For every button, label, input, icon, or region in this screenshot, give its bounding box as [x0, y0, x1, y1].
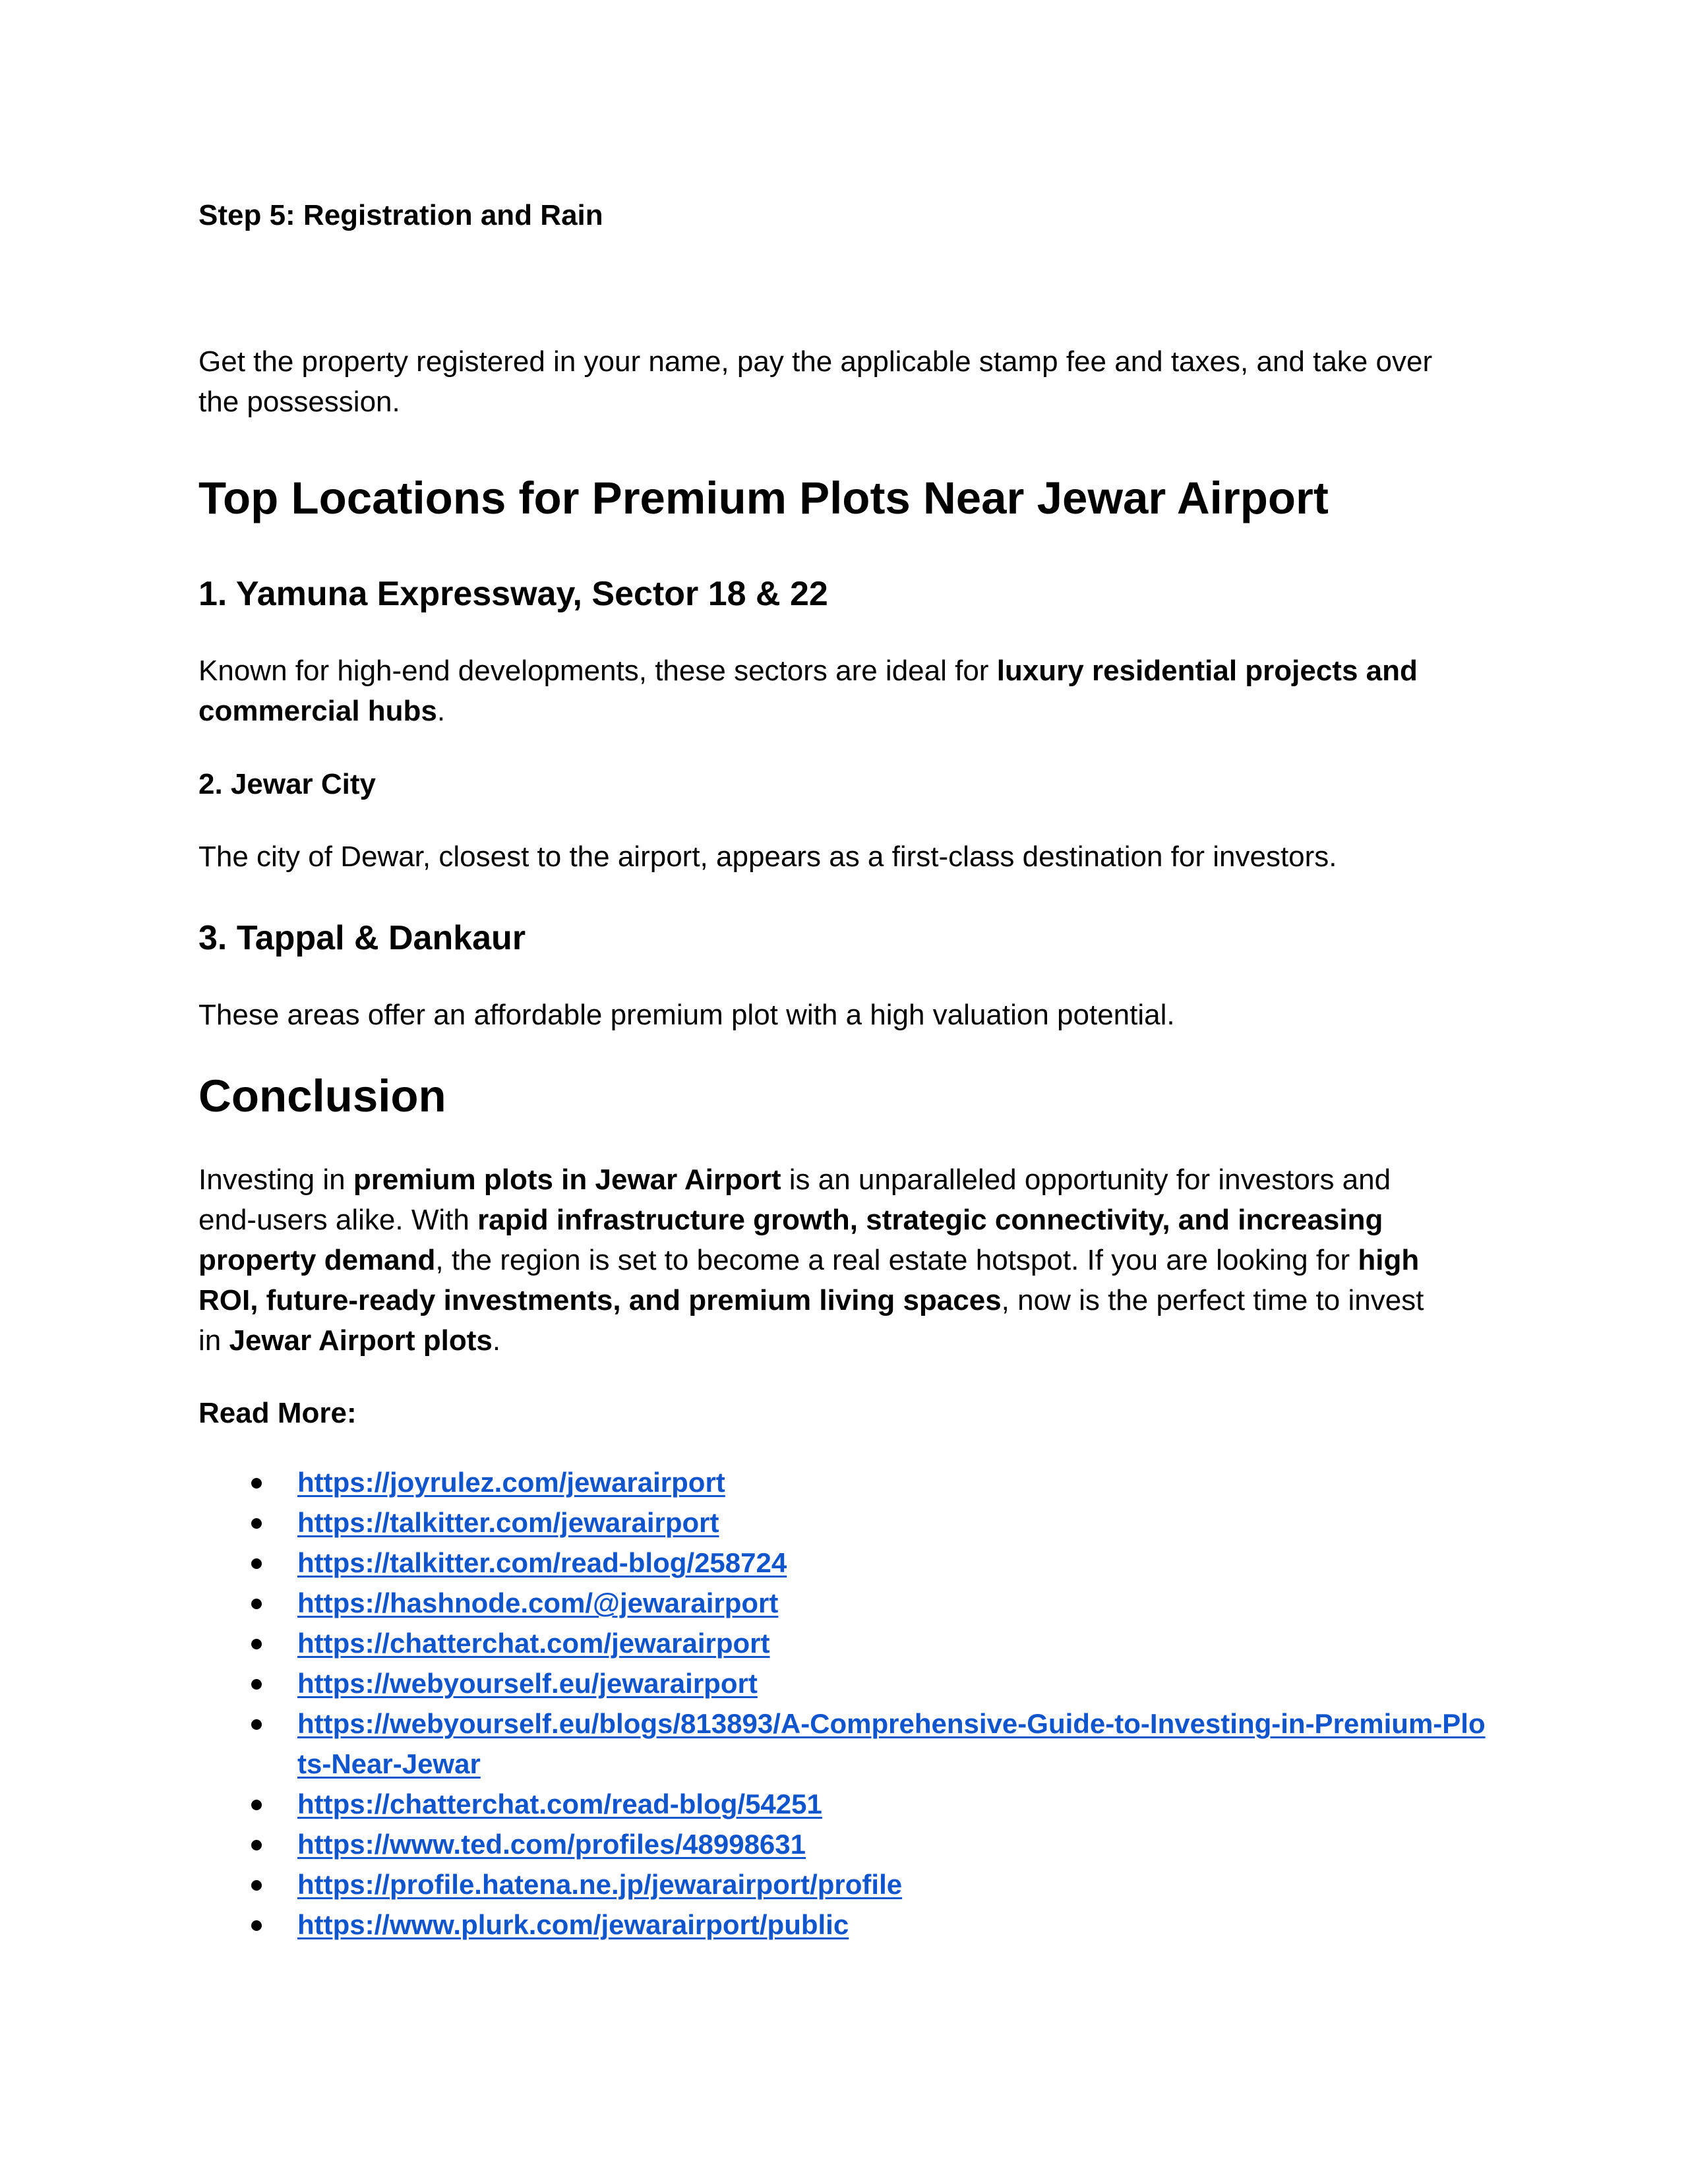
bullet-icon — [251, 1719, 262, 1730]
list-item — [198, 1663, 1486, 1703]
read-more-link[interactable]: https://talkitter.com/read-blog/258724 — [297, 1547, 787, 1578]
location-1-bold-text-2: commercial hubs — [198, 695, 437, 727]
conclusion-text: is an unparalleled opportunity for investors and — [781, 1164, 1391, 1196]
list-item — [198, 1904, 1486, 1945]
location-2-heading: 2. Jewar City — [198, 768, 377, 800]
conclusion-line-4 — [198, 1280, 1424, 1320]
list-item — [198, 1502, 1486, 1543]
step5-heading: Step 5: Registration and Rain — [198, 199, 603, 231]
list-item — [198, 1784, 1486, 1824]
conclusion-line-3 — [198, 1240, 1419, 1280]
conclusion-text: in — [198, 1324, 229, 1357]
conclusion-bold-text: premium plots in Jewar Airport — [353, 1164, 781, 1196]
list-item — [198, 1543, 1486, 1583]
conclusion-line-5 — [198, 1320, 500, 1361]
conclusion-heading: Conclusion — [198, 1071, 446, 1121]
link-line-2: ts-Near-Jewar — [297, 1748, 481, 1779]
bullet-icon — [251, 1840, 262, 1850]
bullet-icon — [251, 1679, 262, 1690]
conclusion-bold-text: high — [1358, 1244, 1420, 1276]
list-item — [198, 1462, 1486, 1502]
conclusion-text: . — [492, 1324, 501, 1357]
bullet-icon — [251, 1800, 262, 1810]
read-more-link[interactable]: https://webyourself.eu/jewarairport — [297, 1668, 758, 1699]
list-item — [198, 1824, 1486, 1864]
bullet-icon — [251, 1478, 262, 1489]
read-more-link[interactable]: https://talkitter.com/jewarairport — [297, 1507, 719, 1538]
conclusion-bold-text: rapid infrastructure growth, strategic connectivity, and increasing — [477, 1204, 1383, 1236]
bullet-icon — [251, 1558, 262, 1569]
step5-body-line-2: the possession. — [198, 386, 400, 418]
read-more-link[interactable]: https://chatterchat.com/read-blog/54251 — [297, 1788, 822, 1819]
read-more-link[interactable]: https://profile.hatena.ne.jp/jewarairport/profile — [297, 1869, 903, 1900]
conclusion-line-2 — [198, 1200, 1383, 1240]
conclusion-text: end-users alike. With — [198, 1204, 478, 1236]
bullet-icon — [251, 1920, 262, 1931]
location-2-body: The city of Dewar, closest to the airport, appears as a first-class destination for investors. — [198, 841, 1337, 873]
read-more-link[interactable]: https://www.ted.com/profiles/48998631 — [297, 1829, 806, 1860]
list-item — [198, 1623, 1486, 1663]
conclusion-bold-text: ROI, future-ready investments, and premium living spaces — [198, 1284, 1002, 1316]
conclusion-line-1 — [198, 1160, 1391, 1200]
conclusion-bold-text: Jewar Airport plots — [229, 1324, 493, 1357]
location-1-body-line-2 — [198, 691, 445, 731]
conclusion-text: Investing in — [198, 1164, 353, 1196]
location-3-heading: 3. Tappal & Dankaur — [198, 919, 526, 957]
read-more-link[interactable]: https://hashnode.com/@jewarairport — [297, 1587, 779, 1618]
link-line-1: https://webyourself.eu/blogs/813893/A-Comprehensive-Guide-to-Investing-in-Premium-Plo — [297, 1708, 1486, 1739]
step5-body-line-1: Get the property registered in your name, pay the applicable stamp fee and taxes, and take over — [198, 345, 1433, 378]
location-1-period: . — [437, 695, 446, 727]
conclusion-bold-text: property demand — [198, 1244, 436, 1276]
bullet-icon — [251, 1518, 262, 1529]
location-3-body: These areas offer an affordable premium plot with a high valuation potential. — [198, 999, 1175, 1031]
bullet-icon — [251, 1639, 262, 1649]
read-more-link[interactable]: https://chatterchat.com/jewarairport — [297, 1628, 770, 1659]
location-1-bold-text: luxury residential projects and — [996, 655, 1418, 687]
bullet-icon — [251, 1599, 262, 1609]
list-item — [198, 1864, 1486, 1904]
read-more-link-long[interactable] — [297, 1703, 1486, 1784]
read-more-link[interactable]: https://joyrulez.com/jewarairport — [297, 1467, 725, 1498]
location-1-heading: 1. Yamuna Expressway, Sector 18 & 22 — [198, 575, 828, 613]
read-more-label: Read More: — [198, 1397, 357, 1429]
location-1-text: Known for high-end developments, these sectors are ideal for — [198, 655, 997, 687]
list-item — [198, 1703, 1486, 1784]
read-more-link-list — [198, 1462, 1486, 1945]
read-more-link[interactable]: https://www.plurk.com/jewarairport/public — [297, 1909, 849, 1940]
location-1-body-line-1 — [198, 651, 1418, 691]
top-locations-heading: Top Locations for Premium Plots Near Jewar Airport — [198, 473, 1329, 523]
list-item — [198, 1583, 1486, 1623]
conclusion-text: , the region is set to become a real estate hotspot. If you are looking for — [435, 1244, 1358, 1276]
bullet-icon — [251, 1880, 262, 1891]
conclusion-text: , now is the perfect time to invest — [1001, 1284, 1424, 1316]
